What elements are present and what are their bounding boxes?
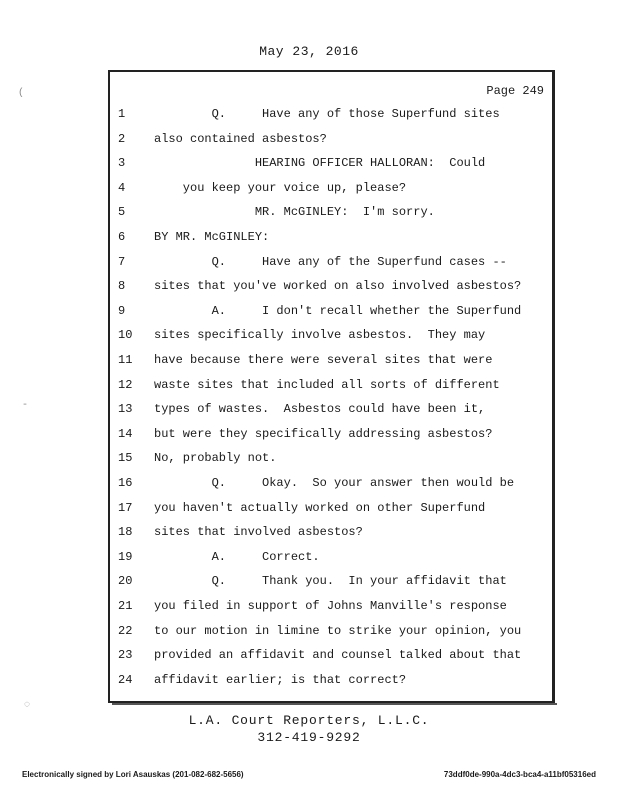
transcript-line xyxy=(110,178,550,198)
line-number: 14 xyxy=(118,426,133,441)
line-number: 20 xyxy=(118,574,133,589)
line-number: 24 xyxy=(118,672,133,687)
line-number: 1 xyxy=(118,107,126,121)
transcript-line xyxy=(110,670,550,690)
transcript-line xyxy=(110,473,550,493)
transcript-date: May 23, 2016 xyxy=(259,44,359,59)
transcript-line xyxy=(110,424,550,444)
line-number: 12 xyxy=(118,377,133,392)
line-number: 16 xyxy=(118,476,133,490)
line-number: 4 xyxy=(118,180,126,195)
transcript-line xyxy=(110,350,550,370)
transcript-line xyxy=(110,375,550,395)
line-text: A. Correct. xyxy=(154,549,320,564)
line-number: 7 xyxy=(118,254,126,269)
frame-shadow-divider xyxy=(112,703,557,705)
line-number: 17 xyxy=(118,500,133,515)
line-number: 13 xyxy=(118,402,133,417)
line-text: you filed in support of Johns Manville's response xyxy=(154,599,507,613)
transcript-line xyxy=(110,276,550,296)
court-reporter-company: L.A. Court Reporters, L.L.C. xyxy=(188,713,430,728)
line-text: also contained asbestos? xyxy=(154,131,327,146)
transcript-line xyxy=(110,571,550,591)
line-text: sites specifically involve asbestos. They may xyxy=(154,328,486,343)
scan-mark-icon: ◌ xyxy=(24,700,31,711)
line-text: you haven't actually worked on other Superfund xyxy=(154,500,486,515)
transcript-line xyxy=(110,547,550,567)
transcript-line xyxy=(110,498,550,518)
line-number: 2 xyxy=(118,131,126,146)
transcript-line xyxy=(110,596,550,616)
line-text: sites that involved asbestos? xyxy=(154,525,363,540)
line-text: affidavit earlier; is that correct? xyxy=(154,672,407,687)
scan-mark-icon: - xyxy=(22,400,29,411)
line-text: BY MR. McGINLEY: xyxy=(154,230,270,244)
line-number: 22 xyxy=(118,623,133,638)
line-number: 19 xyxy=(118,549,133,564)
line-text: have because there were several sites that were xyxy=(154,353,493,367)
line-number: 10 xyxy=(118,328,133,343)
transcript-line xyxy=(110,129,550,149)
document-hash-id: 73ddf0de-990a-4dc3-bca4-a11bf05316ed xyxy=(443,770,596,779)
line-text: but were they specifically addressing asbestos? xyxy=(154,426,493,441)
line-text: No, probably not. xyxy=(154,451,277,466)
line-text: Q. Thank you. In your affidavit that xyxy=(154,574,507,589)
line-number: 9 xyxy=(118,303,126,318)
transcript-line xyxy=(110,104,550,124)
line-number: 3 xyxy=(118,156,126,171)
electronic-signature-note: Electronically signed by Lori Asauskas (201-082-682-5656) xyxy=(22,770,244,779)
transcript-line xyxy=(110,202,550,222)
line-text: waste sites that included all sorts of different xyxy=(154,377,500,392)
line-text: you keep your voice up, please? xyxy=(154,180,407,195)
line-text: Q. Have any of the Superfund cases -- xyxy=(154,254,507,269)
line-number: 23 xyxy=(118,648,133,663)
transcript-line xyxy=(110,522,550,542)
transcript-line xyxy=(110,621,550,641)
line-text: Q. Have any of those Superfund sites xyxy=(154,107,500,121)
line-number: 8 xyxy=(118,279,126,294)
line-text: to our motion in limine to strike your opinion, you xyxy=(154,623,522,638)
line-number: 6 xyxy=(118,230,126,244)
transcript-line xyxy=(110,448,550,468)
court-reporter-phone: 312-419-9292 xyxy=(257,730,361,745)
transcript-line xyxy=(110,325,550,345)
transcript-line xyxy=(110,227,550,247)
line-number: 21 xyxy=(118,599,133,613)
line-number: 18 xyxy=(118,525,133,540)
line-text: MR. McGINLEY: I'm sorry. xyxy=(154,205,435,220)
transcript-line xyxy=(110,399,550,419)
transcript-line xyxy=(110,252,550,272)
scan-mark-icon: ( xyxy=(18,88,25,99)
page-number-label: Page 249 xyxy=(486,84,544,98)
line-text: Q. Okay. So your answer then would be xyxy=(154,476,515,490)
transcript-line xyxy=(110,645,550,665)
line-text: provided an affidavit and counsel talked about that xyxy=(154,648,522,663)
line-text: sites that you've worked on also involved asbestos? xyxy=(154,279,522,294)
transcript-line xyxy=(110,301,550,321)
line-number: 11 xyxy=(118,353,133,367)
line-text: HEARING OFFICER HALLORAN: Could xyxy=(154,156,486,171)
line-number: 5 xyxy=(118,205,126,220)
transcript-line xyxy=(110,153,550,173)
line-text: A. I don't recall whether the Superfund xyxy=(154,303,522,318)
line-text: types of wastes. Asbestos could have been it, xyxy=(154,402,486,417)
line-number: 15 xyxy=(118,451,133,466)
transcript-page-frame xyxy=(108,70,555,703)
